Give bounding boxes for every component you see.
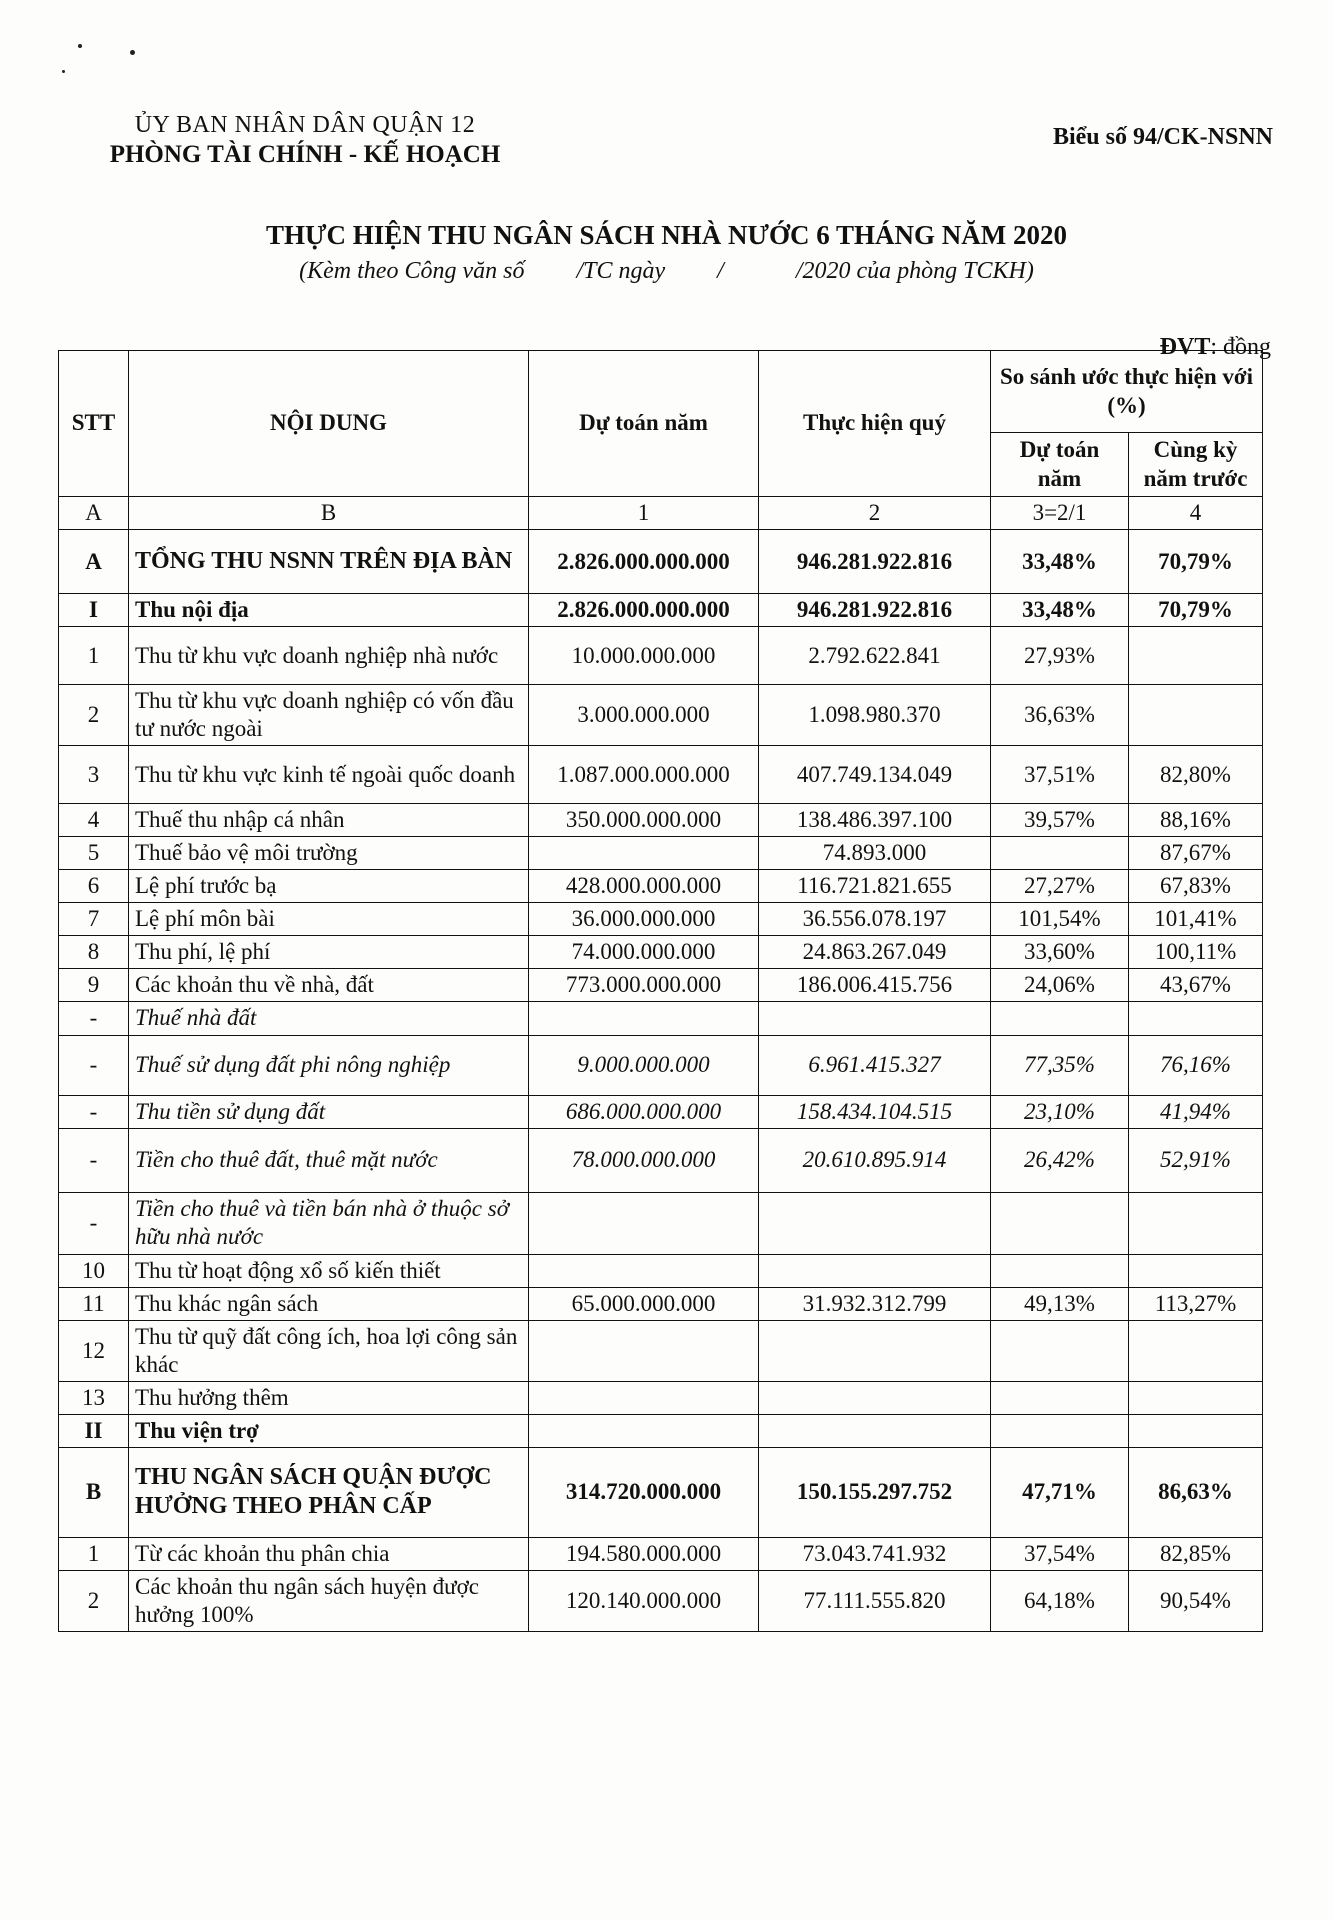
form-number: Biểu số 94/CK-NSNN	[1052, 124, 1273, 150]
table-row	[59, 1002, 1263, 1035]
index-cell: 1	[529, 497, 759, 530]
row-pct-estimate: 27,27%	[991, 870, 1129, 903]
row-content: Thu viện trợ	[129, 1414, 529, 1447]
row-pct-estimate: 37,51%	[991, 746, 1129, 804]
row-estimate: 350.000.000.000	[529, 804, 759, 837]
row-stt: 1	[59, 1537, 129, 1570]
row-stt: 5	[59, 837, 129, 870]
index-cell: A	[59, 497, 129, 530]
row-actual: 2.792.622.841	[759, 627, 991, 685]
row-content: Thu từ khu vực doanh nghiệp nhà nước	[129, 627, 529, 685]
table-row	[59, 594, 1263, 627]
row-actual	[759, 1254, 991, 1287]
row-estimate: 428.000.000.000	[529, 870, 759, 903]
row-pct-prev	[1129, 1192, 1263, 1254]
row-content: Thu nội địa	[129, 594, 529, 627]
row-estimate: 2.826.000.000.000	[529, 594, 759, 627]
row-stt: I	[59, 594, 129, 627]
row-pct-estimate	[991, 1192, 1129, 1254]
table-row	[59, 936, 1263, 969]
row-actual: 74.893.000	[759, 837, 991, 870]
row-content: Thuế sử dụng đất phi nông nghiệp	[129, 1035, 529, 1095]
row-stt: 4	[59, 804, 129, 837]
row-stt: 11	[59, 1287, 129, 1320]
row-stt: -	[59, 1002, 129, 1035]
row-estimate: 65.000.000.000	[529, 1287, 759, 1320]
row-pct-estimate: 77,35%	[991, 1035, 1129, 1095]
row-estimate: 9.000.000.000	[529, 1035, 759, 1095]
row-actual: 116.721.821.655	[759, 870, 991, 903]
table-row	[59, 530, 1263, 594]
row-content: Thu từ khu vực doanh nghiệp có vốn đầu tư nước ngoài	[129, 685, 529, 746]
row-estimate: 3.000.000.000	[529, 685, 759, 746]
index-row	[59, 497, 1263, 530]
header-compare-prev: Cùng kỳ năm trước	[1129, 433, 1263, 497]
scan-speck	[78, 44, 82, 48]
row-pct-prev: 113,27%	[1129, 1287, 1263, 1320]
agency-line-2: PHÒNG TÀI CHÍNH - KẾ HOẠCH	[109, 141, 501, 168]
row-pct-estimate	[991, 1320, 1129, 1381]
table-body	[59, 497, 1263, 1632]
index-cell: 4	[1129, 497, 1263, 530]
row-pct-estimate: 36,63%	[991, 685, 1129, 746]
row-estimate: 120.140.000.000	[529, 1570, 759, 1631]
row-actual: 158.434.104.515	[759, 1095, 991, 1128]
row-estimate: 2.826.000.000.000	[529, 530, 759, 594]
row-content: Từ các khoản thu phân chia	[129, 1537, 529, 1570]
scan-speck	[130, 50, 135, 55]
table-row	[59, 1095, 1263, 1128]
row-content: Thu khác ngân sách	[129, 1287, 529, 1320]
table-row	[59, 903, 1263, 936]
row-stt: 9	[59, 969, 129, 1002]
header-stt: STT	[59, 351, 129, 497]
table-row	[59, 685, 1263, 746]
row-stt: A	[59, 530, 129, 594]
row-pct-prev: 82,80%	[1129, 746, 1263, 804]
row-actual	[759, 1192, 991, 1254]
row-estimate: 314.720.000.000	[529, 1447, 759, 1537]
row-content: Tiền cho thuê đất, thuê mặt nước	[129, 1128, 529, 1192]
row-pct-estimate: 37,54%	[991, 1537, 1129, 1570]
row-pct-estimate: 26,42%	[991, 1128, 1129, 1192]
index-cell: 3=2/1	[991, 497, 1129, 530]
row-pct-prev	[1129, 685, 1263, 746]
table-row	[59, 1320, 1263, 1381]
row-stt: -	[59, 1095, 129, 1128]
row-actual	[759, 1381, 991, 1414]
row-stt: 8	[59, 936, 129, 969]
row-pct-prev: 100,11%	[1129, 936, 1263, 969]
table-row	[59, 746, 1263, 804]
row-stt: -	[59, 1128, 129, 1192]
revenue-table	[58, 350, 1263, 1632]
index-cell: B	[129, 497, 529, 530]
row-content: Lệ phí môn bài	[129, 903, 529, 936]
row-estimate: 10.000.000.000	[529, 627, 759, 685]
table-row	[59, 1537, 1263, 1570]
header-content: NỘI DUNG	[129, 351, 529, 497]
row-content: Thu tiền sử dụng đất	[129, 1095, 529, 1128]
row-pct-prev: 67,83%	[1129, 870, 1263, 903]
row-content: Thu từ khu vực kinh tế ngoài quốc doanh	[129, 746, 529, 804]
row-pct-prev: 43,67%	[1129, 969, 1263, 1002]
row-estimate	[529, 1381, 759, 1414]
row-pct-prev: 70,79%	[1129, 530, 1263, 594]
row-estimate	[529, 1320, 759, 1381]
row-stt: 7	[59, 903, 129, 936]
row-pct-estimate	[991, 1414, 1129, 1447]
header-compare-group: So sánh ước thực hiện với (%)	[991, 351, 1263, 433]
row-pct-prev	[1129, 1002, 1263, 1035]
row-pct-prev: 86,63%	[1129, 1447, 1263, 1537]
subtitle-part-2: /TC ngày	[576, 258, 666, 284]
table-row	[59, 804, 1263, 837]
row-stt: II	[59, 1414, 129, 1447]
table-row	[59, 1381, 1263, 1414]
row-actual: 946.281.922.816	[759, 594, 991, 627]
row-stt: -	[59, 1035, 129, 1095]
row-actual	[759, 1320, 991, 1381]
row-content: Thuế nhà đất	[129, 1002, 529, 1035]
unit-abbrev: ĐVT	[1159, 334, 1211, 360]
row-content: THU NGÂN SÁCH QUẬN ĐƯỢC HƯỞNG THEO PHÂN CẤP	[129, 1447, 529, 1537]
row-actual	[759, 1414, 991, 1447]
row-stt: B	[59, 1447, 129, 1537]
row-stt: 13	[59, 1381, 129, 1414]
row-actual: 20.610.895.914	[759, 1128, 991, 1192]
agency-line-1: ỦY BAN NHÂN DÂN QUẬN 12	[134, 112, 476, 138]
header-estimate: Dự toán năm	[529, 351, 759, 497]
row-pct-prev: 101,41%	[1129, 903, 1263, 936]
table-row	[59, 1192, 1263, 1254]
row-actual	[759, 1002, 991, 1035]
row-estimate: 194.580.000.000	[529, 1537, 759, 1570]
index-cell: 2	[759, 497, 991, 530]
row-pct-estimate: 33,48%	[991, 530, 1129, 594]
row-estimate: 1.087.000.000.000	[529, 746, 759, 804]
table-row	[59, 1414, 1263, 1447]
row-pct-prev: 70,79%	[1129, 594, 1263, 627]
row-content: Các khoản thu về nhà, đất	[129, 969, 529, 1002]
row-actual: 150.155.297.752	[759, 1447, 991, 1537]
row-actual: 24.863.267.049	[759, 936, 991, 969]
row-pct-estimate: 47,71%	[991, 1447, 1129, 1537]
row-content: TỔNG THU NSNN TRÊN ĐỊA BÀN	[129, 530, 529, 594]
row-pct-prev	[1129, 1414, 1263, 1447]
row-stt: 2	[59, 1570, 129, 1631]
row-pct-prev	[1129, 627, 1263, 685]
row-content: Thuế thu nhập cá nhân	[129, 804, 529, 837]
row-content: Thuế bảo vệ môi trường	[129, 837, 529, 870]
row-pct-prev: 76,16%	[1129, 1035, 1263, 1095]
table-row	[59, 1447, 1263, 1537]
row-estimate	[529, 1414, 759, 1447]
table-row	[59, 870, 1263, 903]
row-estimate: 686.000.000.000	[529, 1095, 759, 1128]
row-content: Các khoản thu ngân sách huyện được hưởng 100%	[129, 1570, 529, 1631]
row-actual: 1.098.980.370	[759, 685, 991, 746]
subtitle-part-4: /2020 của phòng TCKH)	[795, 258, 1034, 284]
row-actual: 6.961.415.327	[759, 1035, 991, 1095]
row-estimate	[529, 1002, 759, 1035]
row-actual: 73.043.741.932	[759, 1537, 991, 1570]
row-content: Lệ phí trước bạ	[129, 870, 529, 903]
row-actual: 36.556.078.197	[759, 903, 991, 936]
header-compare-estimate: Dự toán năm	[991, 433, 1129, 497]
row-stt: 3	[59, 746, 129, 804]
row-estimate: 773.000.000.000	[529, 969, 759, 1002]
table-row	[59, 837, 1263, 870]
header-actual: Thực hiện quý	[759, 351, 991, 497]
row-pct-estimate: 24,06%	[991, 969, 1129, 1002]
row-actual: 407.749.134.049	[759, 746, 991, 804]
row-stt: 10	[59, 1254, 129, 1287]
row-pct-prev: 88,16%	[1129, 804, 1263, 837]
subtitle-part-3: /	[717, 258, 724, 284]
row-content: Thu từ quỹ đất công ích, hoa lợi công sản khác	[129, 1320, 529, 1381]
row-stt: 2	[59, 685, 129, 746]
row-pct-estimate	[991, 1254, 1129, 1287]
row-actual: 77.111.555.820	[759, 1570, 991, 1631]
row-pct-prev: 52,91%	[1129, 1128, 1263, 1192]
row-pct-prev	[1129, 1320, 1263, 1381]
document-subtitle	[0, 258, 1333, 285]
table-row	[59, 1570, 1263, 1631]
row-pct-prev: 90,54%	[1129, 1570, 1263, 1631]
row-pct-estimate: 33,48%	[991, 594, 1129, 627]
row-pct-prev: 87,67%	[1129, 837, 1263, 870]
row-actual: 186.006.415.756	[759, 969, 991, 1002]
row-pct-estimate	[991, 837, 1129, 870]
row-pct-prev	[1129, 1381, 1263, 1414]
row-pct-estimate	[991, 1381, 1129, 1414]
row-pct-estimate: 64,18%	[991, 1570, 1129, 1631]
row-estimate: 36.000.000.000	[529, 903, 759, 936]
row-actual: 946.281.922.816	[759, 530, 991, 594]
row-estimate	[529, 1254, 759, 1287]
row-pct-prev: 82,85%	[1129, 1537, 1263, 1570]
row-content: Thu từ hoạt động xổ số kiến thiết	[129, 1254, 529, 1287]
row-stt: 1	[59, 627, 129, 685]
table-row	[59, 1035, 1263, 1095]
table-row	[59, 969, 1263, 1002]
row-estimate: 74.000.000.000	[529, 936, 759, 969]
row-pct-estimate: 23,10%	[991, 1095, 1129, 1128]
table-row	[59, 627, 1263, 685]
row-pct-estimate	[991, 1002, 1129, 1035]
row-estimate	[529, 1192, 759, 1254]
document-title: THỰC HIỆN THU NGÂN SÁCH NHÀ NƯỚC 6 THÁNG NĂM 2020	[265, 220, 1068, 250]
row-content: Thu hưởng thêm	[129, 1381, 529, 1414]
row-stt: 12	[59, 1320, 129, 1381]
unit-value: : đồng	[1210, 334, 1271, 360]
row-pct-estimate: 33,60%	[991, 936, 1129, 969]
row-pct-estimate: 101,54%	[991, 903, 1129, 936]
table-row	[59, 1128, 1263, 1192]
row-estimate: 78.000.000.000	[529, 1128, 759, 1192]
table-row	[59, 1254, 1263, 1287]
row-pct-prev	[1129, 1254, 1263, 1287]
issuing-agency	[90, 112, 520, 169]
scan-speck	[62, 70, 65, 73]
row-pct-prev: 41,94%	[1129, 1095, 1263, 1128]
row-content: Tiền cho thuê và tiền bán nhà ở thuộc sở hữu nhà nước	[129, 1192, 529, 1254]
subtitle-part-1: (Kèm theo Công văn số	[299, 258, 525, 284]
row-stt: -	[59, 1192, 129, 1254]
row-stt: 6	[59, 870, 129, 903]
row-pct-estimate: 27,93%	[991, 627, 1129, 685]
table-row	[59, 1287, 1263, 1320]
row-pct-estimate: 39,57%	[991, 804, 1129, 837]
row-actual: 138.486.397.100	[759, 804, 991, 837]
row-pct-estimate: 49,13%	[991, 1287, 1129, 1320]
row-actual: 31.932.312.799	[759, 1287, 991, 1320]
row-content: Thu phí, lệ phí	[129, 936, 529, 969]
row-estimate	[529, 837, 759, 870]
